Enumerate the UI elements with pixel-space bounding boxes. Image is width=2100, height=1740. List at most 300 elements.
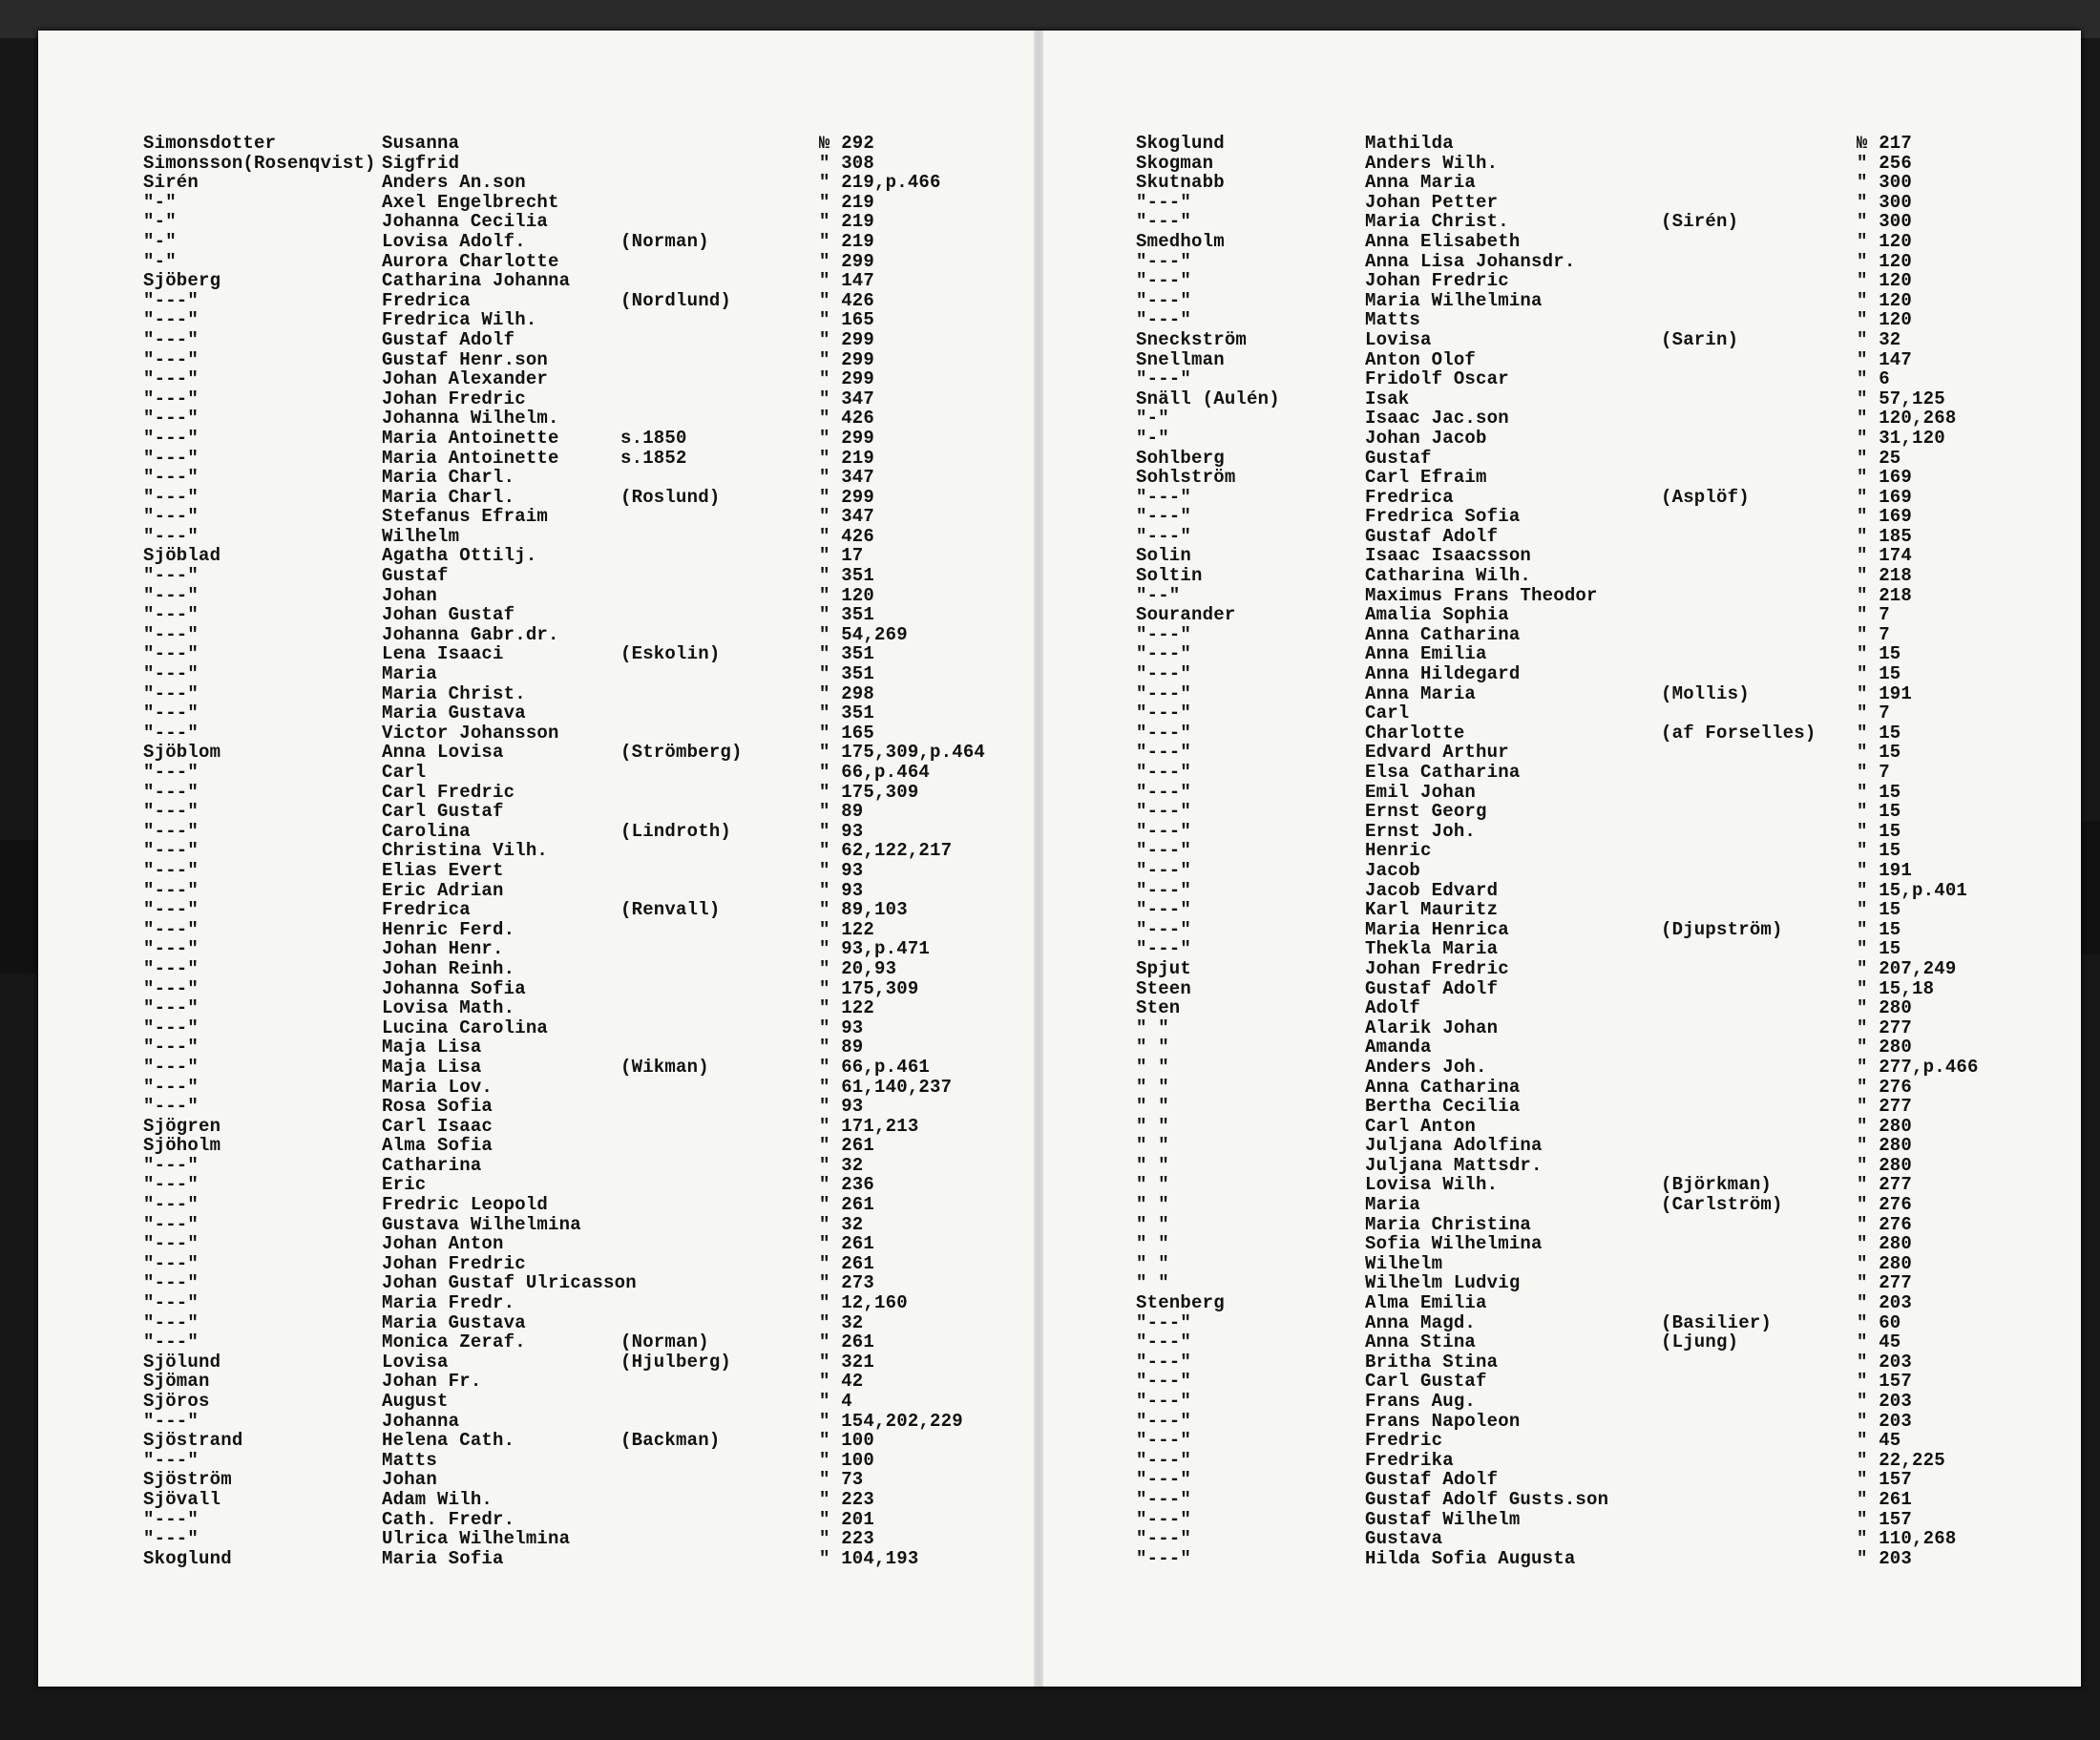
index-entry — [143, 507, 1002, 527]
surname: " " — [1136, 1115, 1169, 1137]
surname: "---" — [143, 918, 200, 940]
reference-number: " 110,268 — [1857, 1528, 1957, 1550]
surname: "---" — [143, 506, 200, 528]
given-names: Karl Mauritz — [1365, 899, 1499, 921]
reference-number: " 169 — [1857, 506, 1913, 528]
surname: "---" — [143, 348, 200, 370]
index-entry — [143, 350, 1002, 370]
surname: "---" — [1136, 525, 1192, 547]
surname: Sjöstrand — [143, 1430, 243, 1452]
note: (Roslund) — [620, 486, 721, 508]
reference-number: " 207,249 — [1857, 957, 1957, 979]
reference-number: " 218 — [1857, 584, 1913, 606]
index-entry — [143, 979, 1002, 999]
index-entry — [1136, 173, 2033, 193]
index-entry — [143, 429, 1002, 449]
given-names: Anna Maria — [1365, 682, 1477, 704]
given-names: Rosa Sofia — [382, 1096, 494, 1118]
surname: "---" — [1136, 1488, 1192, 1510]
reference-number: " 20,93 — [819, 957, 897, 979]
given-names: Sigfrid — [382, 152, 460, 174]
surname: "---" — [1136, 762, 1192, 783]
given-names: Johanna Wilhelm. — [382, 408, 559, 430]
index-entry — [1136, 1332, 2033, 1352]
surname: "---" — [1136, 1528, 1192, 1550]
given-names: Amanda — [1365, 1037, 1432, 1059]
surname: Sjöström — [143, 1469, 232, 1491]
reference-number: " 157 — [1857, 1469, 1913, 1491]
reference-number: № 292 — [819, 133, 875, 154]
surname: Snäll (Aulén) — [1136, 388, 1280, 409]
reference-number: " 89 — [819, 801, 864, 823]
index-entry — [1136, 350, 2033, 370]
index-entry — [1136, 1234, 2033, 1254]
surname: "---" — [1136, 840, 1192, 862]
index-entry — [1136, 1313, 2033, 1333]
surname: "---" — [143, 1213, 200, 1235]
given-names: Anders Wilh. — [1365, 152, 1499, 174]
reference-number: № 217 — [1857, 133, 1913, 154]
reference-number: " 175,309 — [819, 977, 919, 999]
reference-number: " 276 — [1857, 1194, 1913, 1216]
surname: Simonsson(Rosenqvist) — [143, 152, 376, 174]
index-entry — [1136, 1392, 2033, 1412]
surname: Skogman — [1136, 152, 1214, 174]
surname: "---" — [1136, 879, 1192, 901]
reference-number: " 120 — [1857, 309, 1913, 331]
note: (Strömberg) — [620, 742, 743, 764]
given-names: Fredric Leopold — [382, 1194, 549, 1216]
given-names: August — [382, 1391, 449, 1412]
index-entry — [143, 783, 1002, 803]
given-names: Maximus Frans Theodor — [1365, 584, 1598, 606]
surname: "---" — [1136, 211, 1192, 233]
given-names: Fredrica — [1365, 486, 1454, 508]
surname: " " — [1136, 1135, 1169, 1157]
index-entry — [1136, 271, 2033, 291]
note: (Björkman) — [1661, 1174, 1773, 1196]
given-names: Henric — [1365, 840, 1432, 862]
reference-number: " 15,p.401 — [1857, 879, 1968, 901]
surname: " " — [1136, 1017, 1169, 1038]
index-entry — [143, 468, 1002, 488]
note: (Backman) — [620, 1430, 721, 1452]
reference-number: " 15 — [1857, 663, 1901, 685]
reference-number: " 15 — [1857, 801, 1901, 823]
surname: "---" — [1136, 781, 1192, 803]
reference-number: " 298 — [819, 682, 875, 704]
reference-number: " 203 — [1857, 1292, 1913, 1314]
surname: " " — [1136, 1233, 1169, 1255]
index-entry — [143, 134, 1002, 154]
reference-number: " 280 — [1857, 1154, 1913, 1176]
index-entry — [143, 861, 1002, 881]
given-names: Wilhelm Ludvig — [1365, 1272, 1521, 1294]
surname: "---" — [143, 977, 200, 999]
given-names: Isaac Isaacsson — [1365, 545, 1532, 567]
given-names: Eric — [382, 1174, 427, 1196]
surname: "---" — [143, 1017, 200, 1038]
surname: "---" — [1136, 1410, 1192, 1432]
surname: "---" — [143, 1056, 200, 1078]
surname: Skutnabb — [1136, 172, 1225, 194]
reference-number: " 351 — [819, 663, 875, 685]
reference-number: " 321 — [819, 1351, 875, 1373]
surname: Sjöblad — [143, 545, 221, 567]
surname: "-" — [143, 211, 177, 233]
given-names: Maria Antoinette — [382, 447, 559, 469]
surname: "---" — [143, 1410, 200, 1432]
given-names: Johan Reinh. — [382, 957, 515, 979]
surname: "---" — [143, 1174, 200, 1196]
given-names: Johan Henr. — [382, 938, 504, 960]
given-names: Fredrica — [382, 289, 471, 311]
surname: "---" — [143, 584, 200, 606]
given-names: Isaac Jac.son — [1365, 408, 1509, 430]
given-names: Johanna Cecilia — [382, 211, 549, 233]
given-names: Johan Fredric — [1365, 957, 1509, 979]
given-names: Carl Fredric — [382, 781, 515, 803]
given-names: Fredrica Sofia — [1365, 506, 1521, 528]
given-names: Catharina — [382, 1154, 482, 1176]
reference-number: " 93 — [819, 879, 864, 901]
index-entry — [143, 1097, 1002, 1117]
index-entry — [143, 1293, 1002, 1313]
reference-number: " 300 — [1857, 191, 1913, 213]
index-entry — [1136, 1451, 2033, 1471]
index-entry — [1136, 586, 2033, 606]
surname: "---" — [1136, 859, 1192, 881]
surname: "---" — [143, 762, 200, 783]
given-names: Gustaf Wilhelm — [1365, 1508, 1521, 1530]
index-entry — [143, 389, 1002, 409]
reference-number: " 93 — [819, 1096, 864, 1118]
reference-number: " 299 — [819, 328, 875, 350]
surname: "---" — [1136, 899, 1192, 921]
surname: " " — [1136, 1272, 1169, 1294]
index-entry — [1136, 507, 2033, 527]
index-entry — [1136, 605, 2033, 625]
reference-number: " 299 — [819, 486, 875, 508]
reference-number: " 60 — [1857, 1311, 1901, 1333]
reference-number: " 261 — [819, 1135, 875, 1157]
given-names: Matts — [1365, 309, 1421, 331]
reference-number: " 277 — [1857, 1272, 1913, 1294]
given-names: Maria Fredr. — [382, 1292, 515, 1314]
note: s.1850 — [620, 427, 687, 449]
surname: "---" — [1136, 742, 1192, 764]
surname: "---" — [1136, 663, 1192, 685]
index-entry — [1136, 310, 2033, 330]
reference-number: " 347 — [819, 388, 875, 409]
given-names: Thekla Maria — [1365, 938, 1499, 960]
surname: "---" — [1136, 801, 1192, 823]
surname: "---" — [143, 467, 200, 489]
surname: "---" — [143, 938, 200, 960]
surname: "---" — [143, 1508, 200, 1530]
index-entry — [143, 1470, 1002, 1490]
index-entry — [1136, 723, 2033, 744]
surname: "---" — [143, 1331, 200, 1353]
surname: " " — [1136, 1056, 1169, 1078]
index-entry — [1136, 134, 2033, 154]
index-entry — [143, 566, 1002, 586]
index-entry — [1136, 409, 2033, 429]
reference-number: " 12,160 — [819, 1292, 908, 1314]
index-entry — [1136, 703, 2033, 723]
given-names: Adam Wilh. — [382, 1488, 494, 1510]
index-entry — [143, 841, 1002, 861]
index-entry — [143, 822, 1002, 842]
given-names: Elsa Catharina — [1365, 762, 1521, 783]
index-entry — [143, 488, 1002, 508]
given-names: Johanna Gabr.dr. — [382, 623, 559, 645]
index-entry — [143, 252, 1002, 272]
index-entry — [143, 998, 1002, 1018]
given-names: Johanna Sofia — [382, 977, 526, 999]
index-entry — [143, 154, 1002, 174]
index-entry — [1136, 389, 2033, 409]
index-entry — [1136, 566, 2033, 586]
surname: "---" — [1136, 918, 1192, 940]
index-entry — [143, 644, 1002, 664]
index-entry — [143, 664, 1002, 684]
index-entry — [1136, 252, 2033, 272]
index-entry — [1136, 684, 2033, 704]
surname: "---" — [143, 820, 200, 842]
reference-number: " 300 — [1857, 211, 1913, 233]
note: (Basilier) — [1661, 1311, 1773, 1333]
given-names: Anna Hildegard — [1365, 663, 1521, 685]
surname: "---" — [143, 663, 200, 685]
index-entry — [1136, 1352, 2033, 1373]
reference-number: " 280 — [1857, 1037, 1913, 1059]
given-names: Mathilda — [1365, 133, 1454, 154]
given-names: Gustaf Adolf Gusts.son — [1365, 1488, 1609, 1510]
given-names: Ernst Georg — [1365, 801, 1487, 823]
reference-number: " 175,309,p.464 — [819, 742, 986, 764]
surname: "---" — [1136, 486, 1192, 508]
given-names: Ernst Joh. — [1365, 820, 1477, 842]
index-entry — [143, 1078, 1002, 1098]
index-entry — [1136, 1510, 2033, 1530]
reference-number: " 308 — [819, 152, 875, 174]
reference-number: " 276 — [1857, 1076, 1913, 1098]
index-entry — [143, 1273, 1002, 1293]
reference-number: " 120 — [819, 584, 875, 606]
given-names: Maria Sofia — [382, 1547, 504, 1569]
reference-number: " 15 — [1857, 938, 1901, 960]
given-names: Maria Charl. — [382, 467, 515, 489]
given-names: Aurora Charlotte — [382, 250, 559, 272]
index-entry — [143, 1490, 1002, 1510]
note: (Lindroth) — [620, 820, 732, 842]
reference-number: " 277 — [1857, 1096, 1913, 1118]
given-names: Carl Gustaf — [1365, 1371, 1487, 1393]
index-entry — [143, 1332, 1002, 1352]
given-names: Johan Anton — [382, 1233, 504, 1255]
index-entry — [143, 920, 1002, 940]
reference-number: " 62,122,217 — [819, 840, 953, 862]
index-entry — [1136, 1038, 2033, 1058]
index-entry — [143, 1136, 1002, 1156]
given-names: Sofia Wilhelmina — [1365, 1233, 1543, 1255]
reference-number: " 174 — [1857, 545, 1913, 567]
reference-number: " 122 — [819, 918, 875, 940]
surname: "---" — [143, 604, 200, 626]
reference-number: " 45 — [1857, 1331, 1901, 1353]
note: (Asplöf) — [1661, 486, 1750, 508]
given-names: Maja Lisa — [382, 1056, 482, 1078]
index-entry — [143, 369, 1002, 389]
surname: "-" — [143, 191, 177, 213]
given-names: Johan Gustaf Ulricasson — [382, 1272, 637, 1294]
surname: "---" — [1136, 702, 1192, 724]
reference-number: " 7 — [1857, 702, 1890, 724]
surname: "---" — [143, 1076, 200, 1098]
surname: " " — [1136, 1076, 1169, 1098]
reference-number: " 351 — [819, 702, 875, 724]
reference-number: " 104,193 — [819, 1547, 919, 1569]
reference-number: " 219 — [819, 230, 875, 252]
index-entry — [1136, 193, 2033, 213]
surname: "---" — [1136, 1469, 1192, 1491]
reference-number: " 22,225 — [1857, 1449, 1945, 1471]
surname: "---" — [143, 388, 200, 409]
surname: "---" — [143, 879, 200, 901]
surname: "---" — [143, 840, 200, 862]
given-names: Anna Maria — [1365, 172, 1477, 194]
index-entry — [143, 1313, 1002, 1333]
note: (af Forselles) — [1661, 722, 1816, 744]
index-entry — [143, 212, 1002, 232]
surname: "---" — [1136, 1371, 1192, 1393]
given-names: Anna Elisabeth — [1365, 230, 1521, 252]
given-names: Gustaf Adolf — [382, 328, 515, 350]
reference-number: " 261 — [819, 1252, 875, 1274]
page-gutter — [1034, 31, 1043, 1687]
surname: "---" — [1136, 250, 1192, 272]
surname: "---" — [143, 1154, 200, 1176]
reference-number: " 185 — [1857, 525, 1913, 547]
surname: "---" — [143, 623, 200, 645]
surname: "---" — [143, 1037, 200, 1059]
reference-number: " 32 — [819, 1154, 864, 1176]
index-entry — [143, 625, 1002, 645]
index-entry — [1136, 1195, 2033, 1215]
reference-number: " 218 — [1857, 565, 1913, 587]
index-entry — [143, 1549, 1002, 1569]
reference-number: " 426 — [819, 289, 875, 311]
surname: "-" — [143, 230, 177, 252]
index-entry — [143, 173, 1002, 193]
reference-number: " 73 — [819, 1469, 864, 1491]
index-entry — [143, 802, 1002, 822]
reference-number: " 7 — [1857, 762, 1890, 783]
index-entry — [143, 723, 1002, 744]
given-names: Monica Zeraf. — [382, 1331, 526, 1353]
surname: "---" — [1136, 1508, 1192, 1530]
index-entry — [143, 743, 1002, 763]
index-entry — [1136, 841, 2033, 861]
reference-number: " 223 — [819, 1488, 875, 1510]
surname: "---" — [143, 859, 200, 881]
reference-number: " 31,120 — [1857, 427, 1945, 449]
reference-number: " 165 — [819, 309, 875, 331]
index-entry — [1136, 291, 2033, 311]
given-names: Gustaf Adolf — [1365, 525, 1499, 547]
note: (Ljung) — [1661, 1331, 1739, 1353]
surname: "---" — [1136, 1430, 1192, 1452]
reference-number: " 120 — [1857, 230, 1913, 252]
surname: "---" — [1136, 1311, 1192, 1333]
index-entry — [1136, 429, 2033, 449]
given-names: Johan Fr. — [382, 1371, 482, 1393]
given-names: Henric Ferd. — [382, 918, 515, 940]
given-names: Anna Stina — [1365, 1331, 1477, 1353]
reference-number: " 57,125 — [1857, 388, 1945, 409]
given-names: Maria Antoinette — [382, 427, 559, 449]
surname: Solin — [1136, 545, 1192, 567]
surname: "--" — [1136, 584, 1181, 606]
index-entry — [1136, 1215, 2033, 1235]
index-entry — [1136, 979, 2033, 999]
surname: Steen — [1136, 977, 1192, 999]
reference-number: " 147 — [819, 270, 875, 292]
reference-number: " 89,103 — [819, 899, 908, 921]
surname: "---" — [1136, 289, 1192, 311]
reference-number: " 191 — [1857, 682, 1913, 704]
reference-number: " 347 — [819, 506, 875, 528]
given-names: Anders Joh. — [1365, 1056, 1487, 1078]
right-column — [1136, 134, 2033, 1568]
reference-number: " 120 — [1857, 289, 1913, 311]
given-names: Johan — [382, 584, 438, 606]
index-entry — [1136, 1136, 2033, 1156]
given-names: Alma Sofia — [382, 1135, 494, 1157]
surname: "---" — [143, 1194, 200, 1216]
reference-number: " 426 — [819, 408, 875, 430]
given-names: Eric Adrian — [382, 879, 504, 901]
surname: "---" — [143, 427, 200, 449]
reference-number: " 61,140,237 — [819, 1076, 953, 1098]
given-names: Axel Engelbrecht — [382, 191, 559, 213]
index-entry — [1136, 449, 2033, 469]
reference-number: " 15 — [1857, 899, 1901, 921]
reference-number: " 4 — [819, 1391, 852, 1412]
index-entry — [1136, 998, 2033, 1018]
reference-number: " 7 — [1857, 623, 1890, 645]
index-entry — [1136, 1254, 2033, 1274]
given-names: Gustaf Adolf — [1365, 1469, 1499, 1491]
surname: "---" — [143, 899, 200, 921]
surname: "---" — [143, 643, 200, 665]
surname: "---" — [143, 1528, 200, 1550]
surname: Smedholm — [1136, 230, 1225, 252]
reference-number: " 280 — [1857, 1252, 1913, 1274]
given-names: Isak — [1365, 388, 1410, 409]
index-entry — [1136, 1097, 2033, 1117]
left-column — [143, 134, 1002, 1568]
reference-number: " 280 — [1857, 1135, 1913, 1157]
given-names: Amalia Sophia — [1365, 604, 1509, 626]
reference-number: " 122 — [819, 997, 875, 1019]
index-entry — [1136, 488, 2033, 508]
surname: "---" — [1136, 309, 1192, 331]
reference-number: " 120,268 — [1857, 408, 1957, 430]
reference-number: " 15,18 — [1857, 977, 1935, 999]
index-entry — [143, 1215, 1002, 1235]
